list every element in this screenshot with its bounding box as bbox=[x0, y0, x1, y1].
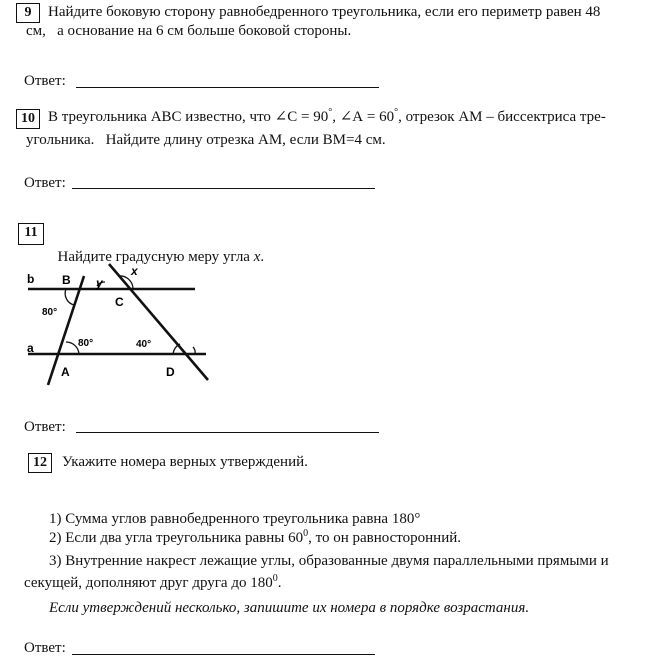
label-A: A bbox=[61, 365, 70, 379]
label-a: a bbox=[27, 341, 34, 355]
question-number-10: 10 bbox=[16, 109, 40, 129]
label-D: D bbox=[166, 365, 175, 379]
q12-note: Если утверждений несколько, запишите их номера в порядке возрастания. bbox=[49, 600, 530, 616]
q9-answer-line[interactable] bbox=[76, 87, 379, 88]
q9-text-line1: Найдите боковую сторону равнобедренного треугольника, если его периметр равен 48 bbox=[48, 4, 601, 20]
geometry-figure bbox=[18, 258, 218, 390]
question-number-11: 11 bbox=[18, 223, 44, 245]
q12-item-3-line1: 3) Внутренние накрест лежащие углы, образованные двумя параллельными прямыми и bbox=[49, 553, 609, 569]
label-80-top: 80° bbox=[42, 307, 58, 318]
label-y: y bbox=[96, 276, 103, 290]
transversal-right bbox=[109, 264, 208, 380]
q12-answer-label: Ответ: bbox=[24, 640, 66, 656]
q12-item-2: 2) Если два угла треугольника равны $60^0$, то он равносторонний. bbox=[49, 528, 461, 546]
angle-arc-80-top bbox=[65, 289, 74, 305]
q9-answer-label: Ответ: bbox=[24, 73, 66, 89]
label-C: C bbox=[115, 295, 124, 309]
label-40: 40° bbox=[136, 339, 152, 350]
label-B: B bbox=[62, 273, 71, 287]
question-number-9: 9 bbox=[16, 3, 40, 23]
q11-text: Найдите градусную меру угла x. bbox=[57, 249, 265, 265]
q11-answer-line[interactable] bbox=[76, 432, 379, 433]
label-x: x bbox=[131, 264, 138, 278]
q12-answer-line[interactable] bbox=[72, 654, 375, 655]
label-80-bottom: 80° bbox=[78, 338, 94, 349]
q11-answer-label: Ответ: bbox=[24, 419, 66, 435]
label-b: b bbox=[27, 272, 35, 286]
question-number-12: 12 bbox=[28, 453, 52, 473]
q10-answer-line[interactable] bbox=[72, 188, 375, 189]
q10-text-line2: угольника. Найдите длину отрезка АМ, если ВМ=4 см. bbox=[26, 132, 386, 148]
q10-answer-label: Ответ: bbox=[24, 175, 66, 191]
q12-item-1: 1) Сумма углов равнобедренного треугольника равна 180° bbox=[49, 511, 421, 527]
q10-text-line1: В треугольника АВС известно, что ∠С = 90°, ∠А = 60°, отрезок АМ – биссектриса тре- bbox=[48, 107, 606, 125]
q9-text-line2: см, а основание на 6 см больше боковой стороны. bbox=[26, 23, 352, 39]
q12-item-3-line2: секущей, дополняют друг друга до $180^0$. bbox=[24, 573, 282, 591]
q12-title: Укажите номера верных утверждений. bbox=[62, 454, 308, 470]
